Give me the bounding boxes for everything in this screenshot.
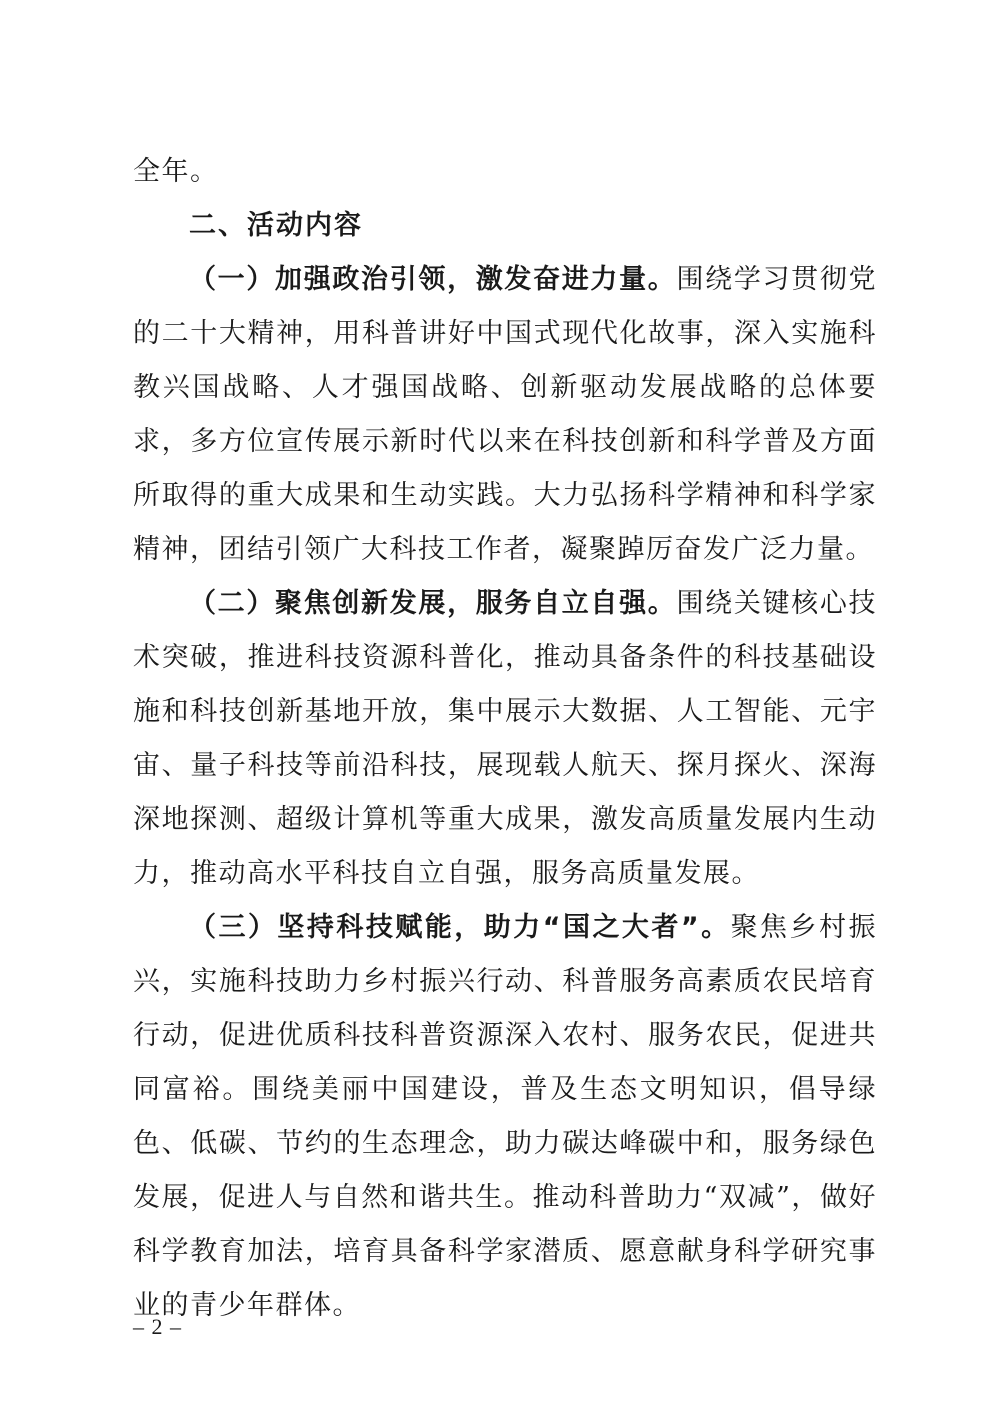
paragraph-1-text: 围绕学习贯彻党的二十大精神，用科普讲好中国式现代化故事，深入实施科教兴国战略、人才强国战略、创新驱动发展战略的总体要求，多方位宣传展示新时代以来在科技创新和科学普及方面所取得的重大成果和生动实践。大力弘扬科学精神和科学家精神，团结引领广大科技工作者，凝聚踔厉奋发广泛力量。	[133, 264, 878, 565]
paragraph-1-lead: （一）加强政治引领，激发奋进力量。	[189, 264, 677, 295]
paragraph-3	[133, 901, 877, 1333]
paragraph-3-text: 聚焦乡村振兴，实施科技助力乡村振兴行动、科普服务高素质农民培育行动，促进优质科技科普资源深入农村、服务农民，促进共同富裕。围绕美丽中国建设，普及生态文明知识，倡导绿色、低碳、节约的生态理念，助力碳达峰碳中和，服务绿色发展，促进人与自然和谐共生。推动科普助力“双减”，做好科学教育加法，培育具备科学家潜质、愿意献身科学研究事业的青少年群体。	[133, 912, 877, 1321]
page-number: – 2 –	[133, 1314, 182, 1339]
carryover-line: 全年。	[133, 156, 219, 187]
paragraph-3-lead: （三）坚持科技赋能，助力“国之大者”。	[189, 912, 731, 943]
paragraph-2	[133, 577, 877, 901]
document-body	[133, 145, 877, 1333]
section-heading: 二、活动内容	[189, 210, 363, 241]
paragraph-2-lead: （二）聚焦创新发展，服务自立自强。	[189, 588, 677, 619]
paragraph-2-text: 围绕关键核心技术突破，推进科技资源科普化，推动具备条件的科技基础设施和科技创新基地开放，集中展示大数据、人工智能、元宇宙、量子科技等前沿科技，展现载人航天、探月探火、深海深地探测、超级计算机等重大成果，激发高质量发展内生动力，推动高水平科技自立自强，服务高质量发展。	[133, 588, 878, 889]
paragraph-1	[133, 253, 877, 577]
